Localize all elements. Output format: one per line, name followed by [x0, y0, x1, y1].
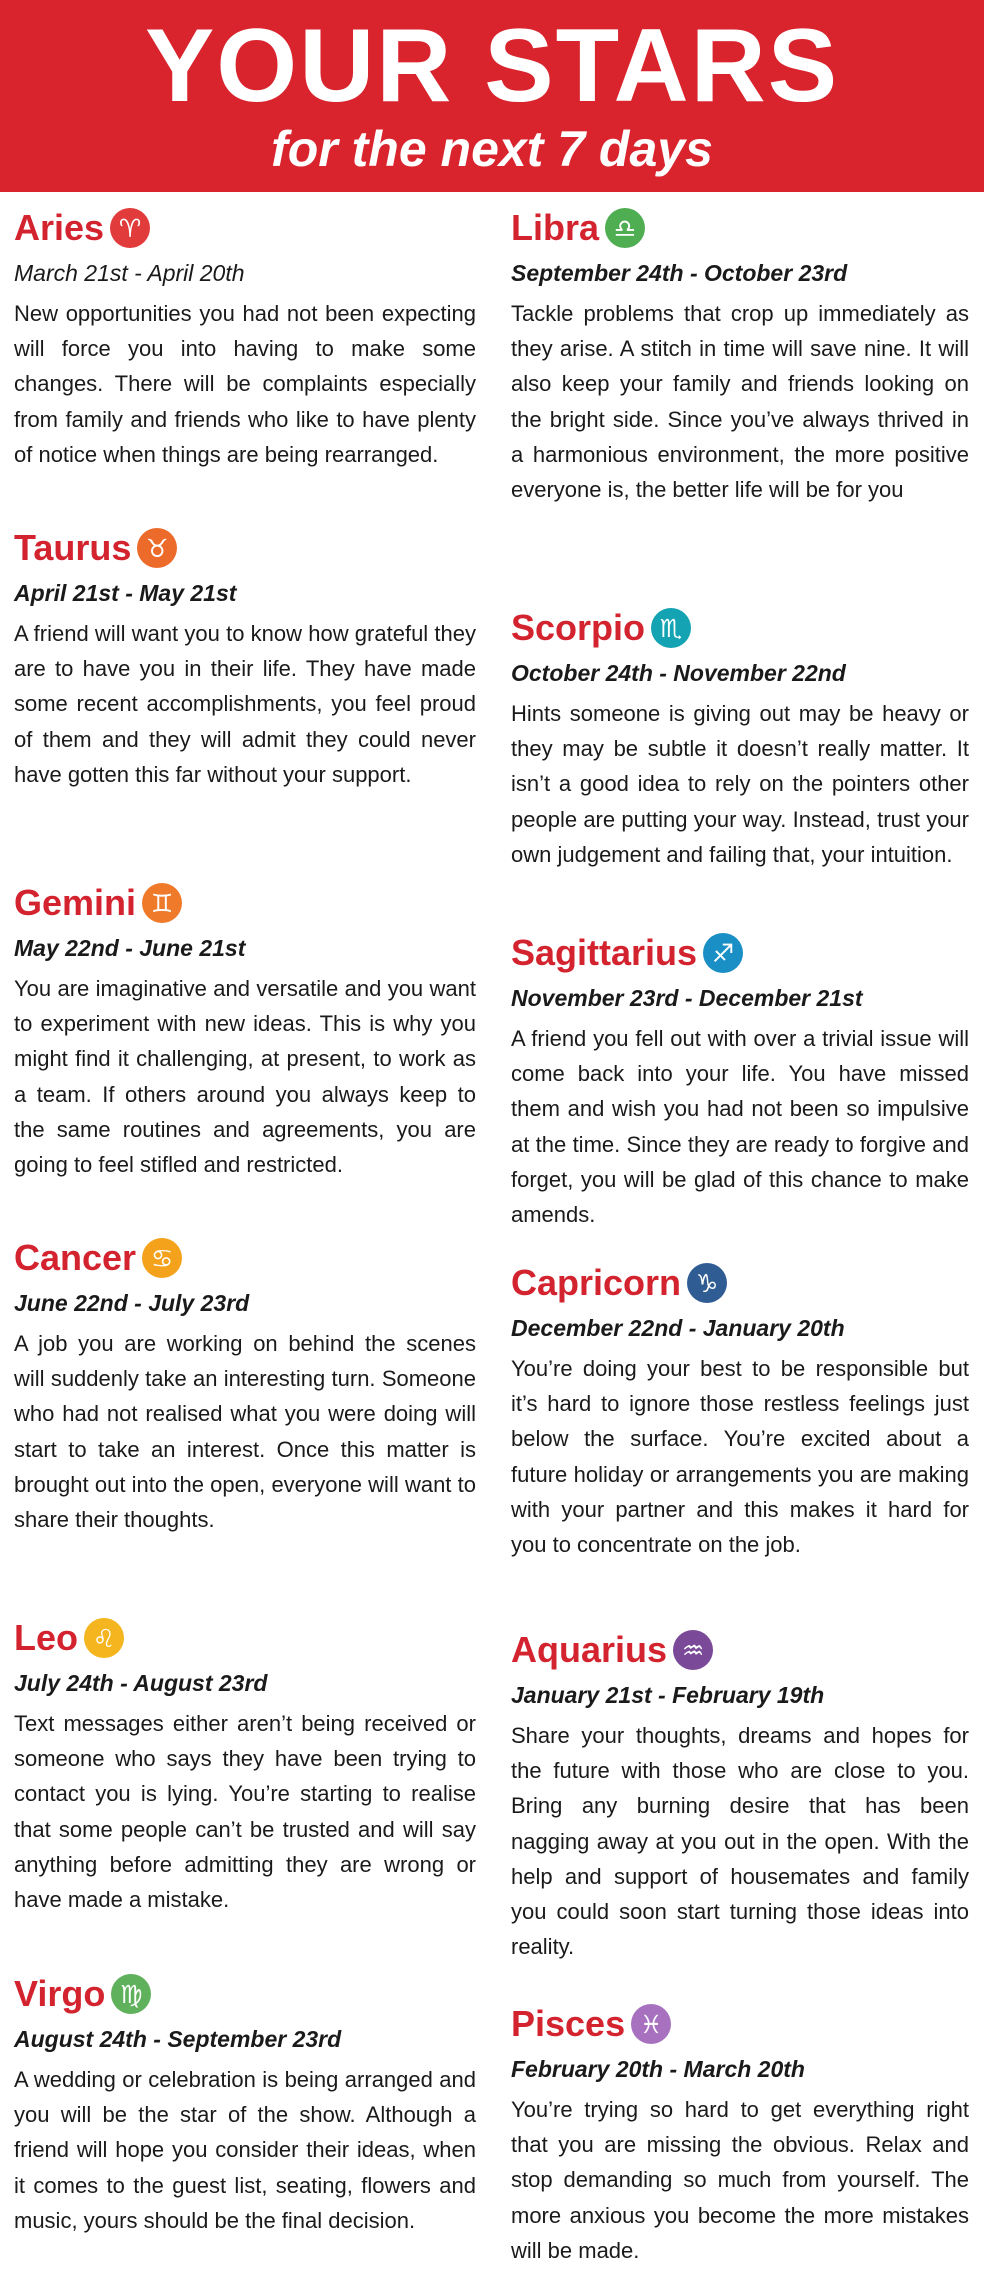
- sign-dates-aries: March 21st - April 20th: [14, 260, 245, 286]
- sagittarius-icon: ♐: [703, 933, 743, 973]
- sign-text-sagittarius: A friend you fell out with over a trivial issue will come back into your life. You have missed them and wish you had not been so impulsive at the time. Since they are ready to forgive and forget, you will be glad of this chance to make amends.: [511, 1026, 969, 1228]
- sign-dates-leo: July 24th - August 23rd: [14, 1670, 268, 1696]
- sign-name-gemini: Gemini: [14, 882, 137, 923]
- sign-dates-gemini: May 22nd - June 21st: [14, 935, 246, 961]
- sign-text-taurus: A friend will want you to know how grateful they are to have you in their life. They have made some recent accomplishments, you feel proud of them and they will admit they could never have gotten this far without your support.: [14, 621, 476, 787]
- sign-dates-pisces: February 20th - March 20th: [511, 2056, 805, 2082]
- pisces-icon: ♓: [631, 2004, 671, 2044]
- sign-name-sagittarius: Sagittarius: [511, 932, 698, 973]
- virgo-icon: ♍: [111, 1974, 151, 2014]
- sign-virgo: [14, 1968, 476, 2238]
- header-banner: [0, 0, 984, 192]
- aquarius-icon: ♒: [673, 1630, 713, 1670]
- sign-cancer: [14, 1232, 476, 1537]
- sign-aries: [14, 202, 476, 472]
- sign-pisces: [511, 1998, 969, 2268]
- leo-icon: ♌: [84, 1618, 124, 1658]
- sign-name-aries: Aries: [14, 207, 105, 248]
- sign-name-pisces: Pisces: [511, 2003, 626, 2044]
- sign-name-virgo: Virgo: [14, 1973, 106, 2014]
- page-subtitle: for the next 7 days: [271, 121, 713, 177]
- sign-text-aries: New opportunities you had not been expecting will force you into having to make some changes. There will be complaints especially from family and friends who like to have plenty of notice when things are being rearranged.: [14, 301, 476, 467]
- sign-name-capricorn: Capricorn: [511, 1262, 682, 1303]
- sign-name-libra: Libra: [511, 207, 600, 248]
- sign-text-cancer: A job you are working on behind the scenes will suddenly take an interesting turn. Someone who had not realised what you were doing will start to take an interest. Once this matter is brought out into the open, everyone will want to share their thoughts.: [14, 1331, 476, 1533]
- sign-text-gemini: You are imaginative and versatile and you want to experiment with new ideas. This is why you might find it challenging, at present, to work as a team. If others around you always keep to the same routines and agreements, you are going to feel stifled and restricted.: [14, 976, 476, 1178]
- sign-dates-sagittarius: November 23rd - December 21st: [511, 985, 863, 1011]
- sign-name-aquarius: Aquarius: [511, 1629, 668, 1670]
- sign-gemini: [14, 877, 476, 1182]
- sign-dates-libra: September 24th - October 23rd: [511, 260, 848, 286]
- sign-text-pisces: You’re trying so hard to get everything right that you are missing the obvious. Relax and stop demanding so much from yourself. The more anxious you become the more mistakes will be made.: [511, 2097, 969, 2263]
- sign-libra: [511, 202, 969, 507]
- gemini-icon: ♊: [142, 883, 182, 923]
- sign-leo: [14, 1612, 476, 1917]
- sign-dates-capricorn: December 22nd - January 20th: [511, 1315, 845, 1341]
- sign-text-scorpio: Hints someone is giving out may be heavy or they may be subtle it doesn’t really matter. It isn’t a good idea to rely on the pointers other people are putting your way. Instead, trust your own judgement and failing that, your intuition.: [511, 701, 969, 867]
- sign-capricorn: [511, 1257, 969, 1562]
- sign-taurus: [14, 522, 476, 792]
- sign-sagittarius: [511, 927, 969, 1232]
- sign-text-libra: Tackle problems that crop up immediately as they arise. A stitch in time will save nine. It will also keep your family and friends looking on the bright side. Since you’ve always thrived in a harmonious environment, the more positive everyone is, the better life will be for you: [511, 301, 969, 503]
- sign-name-scorpio: Scorpio: [511, 607, 646, 648]
- scorpio-icon: ♏: [651, 608, 691, 648]
- cancer-icon: ♋: [142, 1238, 182, 1278]
- taurus-icon: ♉: [137, 528, 177, 568]
- sign-aquarius: [511, 1624, 969, 1964]
- sign-name-taurus: Taurus: [14, 527, 132, 568]
- sign-dates-taurus: April 21st - May 21st: [14, 580, 237, 606]
- libra-icon: ♎: [605, 208, 645, 248]
- sign-text-aquarius: Share your thoughts, dreams and hopes for the future with those who are close to you. Bring any burning desire that has been nagging away at you out in the open. With the help and support of housemates and family you could soon start turning those ideas into reality.: [511, 1723, 969, 1960]
- aries-icon: ♈: [110, 208, 150, 248]
- sign-name-cancer: Cancer: [14, 1237, 137, 1278]
- sign-name-leo: Leo: [14, 1617, 79, 1658]
- sign-scorpio: [511, 602, 969, 872]
- sign-text-capricorn: You’re doing your best to be responsible but it’s hard to ignore those restless feelings just below the surface. You’re excited about a future holiday or arrangements you are making with your partner and this makes it hard for you to concentrate on the job.: [511, 1356, 969, 1558]
- page-title: YOUR STARS: [144, 8, 840, 124]
- sign-dates-aquarius: January 21st - February 19th: [511, 1682, 825, 1708]
- capricorn-icon: ♑: [687, 1263, 727, 1303]
- sign-text-virgo: A wedding or celebration is being arranged and you will be the star of the show. Although a friend will hope you consider their ideas, when it comes to the guest list, seating, flowers and music, yours should be the final decision.: [14, 2067, 476, 2233]
- sign-dates-cancer: June 22nd - July 23rd: [14, 1290, 250, 1316]
- sign-text-leo: Text messages either aren’t being received or someone who says they have been trying to contact you is lying. You’re starting to realise that some people can’t be trusted and will say anything before admitting they are wrong or have made a mistake.: [14, 1711, 476, 1913]
- sign-dates-virgo: August 24th - September 23rd: [14, 2026, 342, 2052]
- sign-dates-scorpio: October 24th - November 22nd: [511, 660, 846, 686]
